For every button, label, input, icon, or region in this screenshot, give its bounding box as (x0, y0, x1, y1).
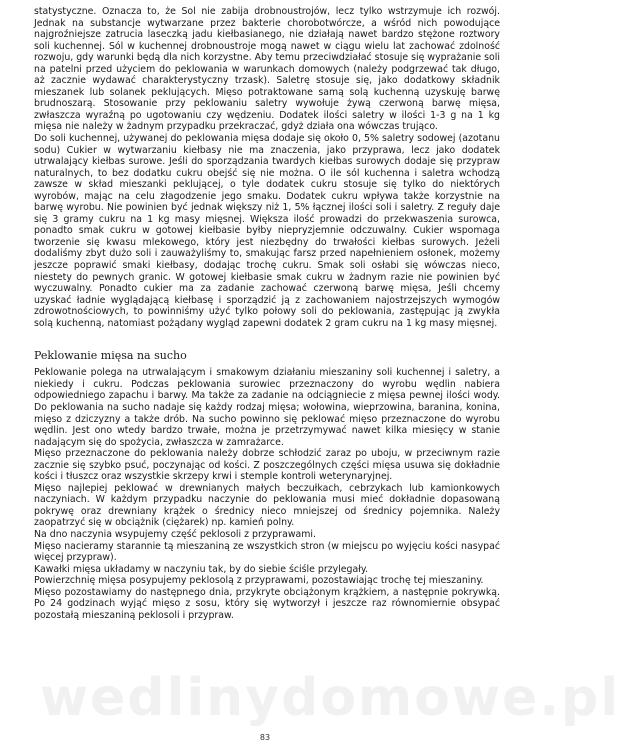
step-arrange-meat: Kawałki mięsa układamy w naczyniu tak, by do siebie ściśle przylegały. (34, 563, 369, 575)
watermark: wedlinydomowe.pl (40, 668, 620, 728)
step-rest-overnight: Mięso pozostawiamy do następnego dnia, przykryte obciążonym krążkiem, a następnie pokrywką. Po 24 godzinach wyjąć mięso z sosu, który się wytworzył i jeszcze raz równomiernie obsypać pozostałą mieszaniną peklosoli i przypraw. (34, 586, 500, 621)
step-bottom-layer: Na dno naczynia wsypujemy część peklosoli z przyprawami. (34, 528, 316, 540)
paragraph-meat-preparation: Mięso przeznaczone do peklowania należy dobrze schłodzić zaraz po uboju, w przeciwnym razie zacznie się szybko psuć, poczynając od kości. Z poszczególnych części mięsa usuwa się dokładnie kości i tłuszcz oraz wszystkie skrzepy krwi i stemple kontroli weterynaryjnej. (34, 448, 500, 483)
step-rub-meat: Mięso nacieramy starannie tą mieszaniną ze wszystkich stron (w miejscu po wyjęciu kości nasypać więcej przypraw). (34, 540, 500, 564)
document-page (34, 6, 500, 621)
paragraph-curing-salt: statystyczne. Oznacza to, że Sol nie zabija drobnoustrojów, lecz tylko wstrzymuje ich rozwój. Jednak na substancje wytwarzane przez bakterie chorobotwórcze, a wśród nich powodujące najgroźniejsze zatrucia laseczką jadu kiełbasianego, nie działają nawet bardzo stężone roztwory soli kuchennej. Sól w kuchennej drobnoustroje mogą nawet w ciągu wielu lat zachować zdolność rozwoju, gdy warunki będą dla nich korzystne. Aby temu przeciwdziałać stosuje się wyprażanie soli na patelni przed użyciem do peklowania w warunkach domowych (należy podgrzewać tak długo, aż zacznie wydawać charakterystyczny trzask). Saletrę stosuje się, jako dodatkowy składnik mieszanek lub solanek peklujących. Mięso potraktowane samą solą kuchenną uzyskuję barwę brudnoszarą. Stosowanie przy peklowaniu saletry wywołuje żywą czerwoną barwę mięsa, zwłaszcza wyraźną po ugotowaniu czy wędzeniu. Dodatek ilości saletry w ilości 1-3 g na 1 kg mięsa nie należy w żadnym przypadku przekraczać, gdyż działa ona wówczas trująco. (34, 6, 500, 133)
step-sprinkle-surface: Powierzchnię mięsa posypujemy peklosolą z przyprawami, pozostawiając trochę tej mieszaniny. (34, 575, 484, 587)
page-number: 83 (259, 733, 271, 742)
paragraph-dry-curing-intro: Peklowanie polega na utrwalającym i smakowym działaniu mieszaniny soli kuchennej i saletry, a niekiedy i cukru. Podczas peklowania surowiec przeznaczony do wyrobu wędlin nabiera odpowiedniego zapachu i barwy. Ma także za zadanie na odciągniecie z mięsa pewnej ilości wody. Do peklowania na sucho nadaje się każdy rodzaj mięsa; wołowina, wieprzowina, baranina, konina, mięso z dziczyzny a także drób. Na sucho powinno się peklować mięso przeznaczone do wyrobu wędlin. Jest ono wtedy bardzo trwałe, można je przetrzymywać nawet kilka miesięcy w stanie nadającym się do spożycia, zwłaszcza w zamrażarce. (34, 367, 500, 448)
paragraph-vessels: Mięso najlepiej peklować w drewnianych małych beczułkach, cebrzykach lub kamionkowych naczyniach. W każdym przypadku naczynie do peklowania musi mieć dokładnie dopasowaną pokrywę oraz drewniany krążek o średnicy nieco mniejszej od średnicy pojemnika. Należy zaopatrzyć się w obciążnik (ciężarek) np. kamień polny. (34, 482, 500, 529)
paragraph-sugar: Do soli kuchennej, używanej do peklowania mięsa dodaje się około 0, 5% saletry sodowej (azotanu sodu) Cukier w wytwarzaniu kiełbasy nie ma znaczenia, jako przyprawa, lecz jako dodatek utrwalający kiełbas surowe. Jeśli do sporządzania twardych kiełbas surowych dodaje się przypraw naturalnych, to bez dodatku cukru obejść się nie można. O ile sól kuchenna i saletra wchodzą zawsze w skład mieszanki peklującej, o tyle dodatek cukru stosuje się tylko do niektórych wyrobów, mając na celu złagodzenie jego smaku. Dodatek cukru wpływa także korzystnie na barwę wyrobu. Nie powinien być jednak większy niż 1, 5% łącznej ilości soli i saletry. Z reguły daje się 3 gramy cukru na 1 kg masy mięsnej. Większa ilość prowadzi do przekwaszenia surowca, ponadto smak cukru w gotowej kiełbasie byłby niepryzjemnie odczuwalny. Cukier wspomaga tworzenie się kwasu mlekowego, który jest niezbędny do trwałości kiełbas surowych. Jeżeli dodaliśmy zbyt dużo soli i zauważyliśmy to, smakując farsz przed napełnieniem osłonek, możemy jeszcze poprawić smaki kiełbasy, dodając trochę cukru. Smak soli osłabi się wówczas nieco, niestety do pewnych granic. W gotowej kiełbasie smak cukru w żadnym razie nie powinien być wyczuwalny. Ponadto cukier ma za zadanie zachować czerwoną barwę mięsa, Jeśli chcemy uzyskać ładnie wyglądającą kiełbasę i sporządzić ją z zachowaniem najostrzejszych wymogów zdrowotnościowych, to powinniśmy użyć tylko połowy soli do peklowania, zastępując ją zwykła solą kuchenną, natomiast pożądany wygląd zapewni dodatek 2 gram cukru na 1 kg masy mięsnej. (34, 133, 500, 329)
section-heading: Peklowanie mięsa na sucho (34, 349, 187, 363)
